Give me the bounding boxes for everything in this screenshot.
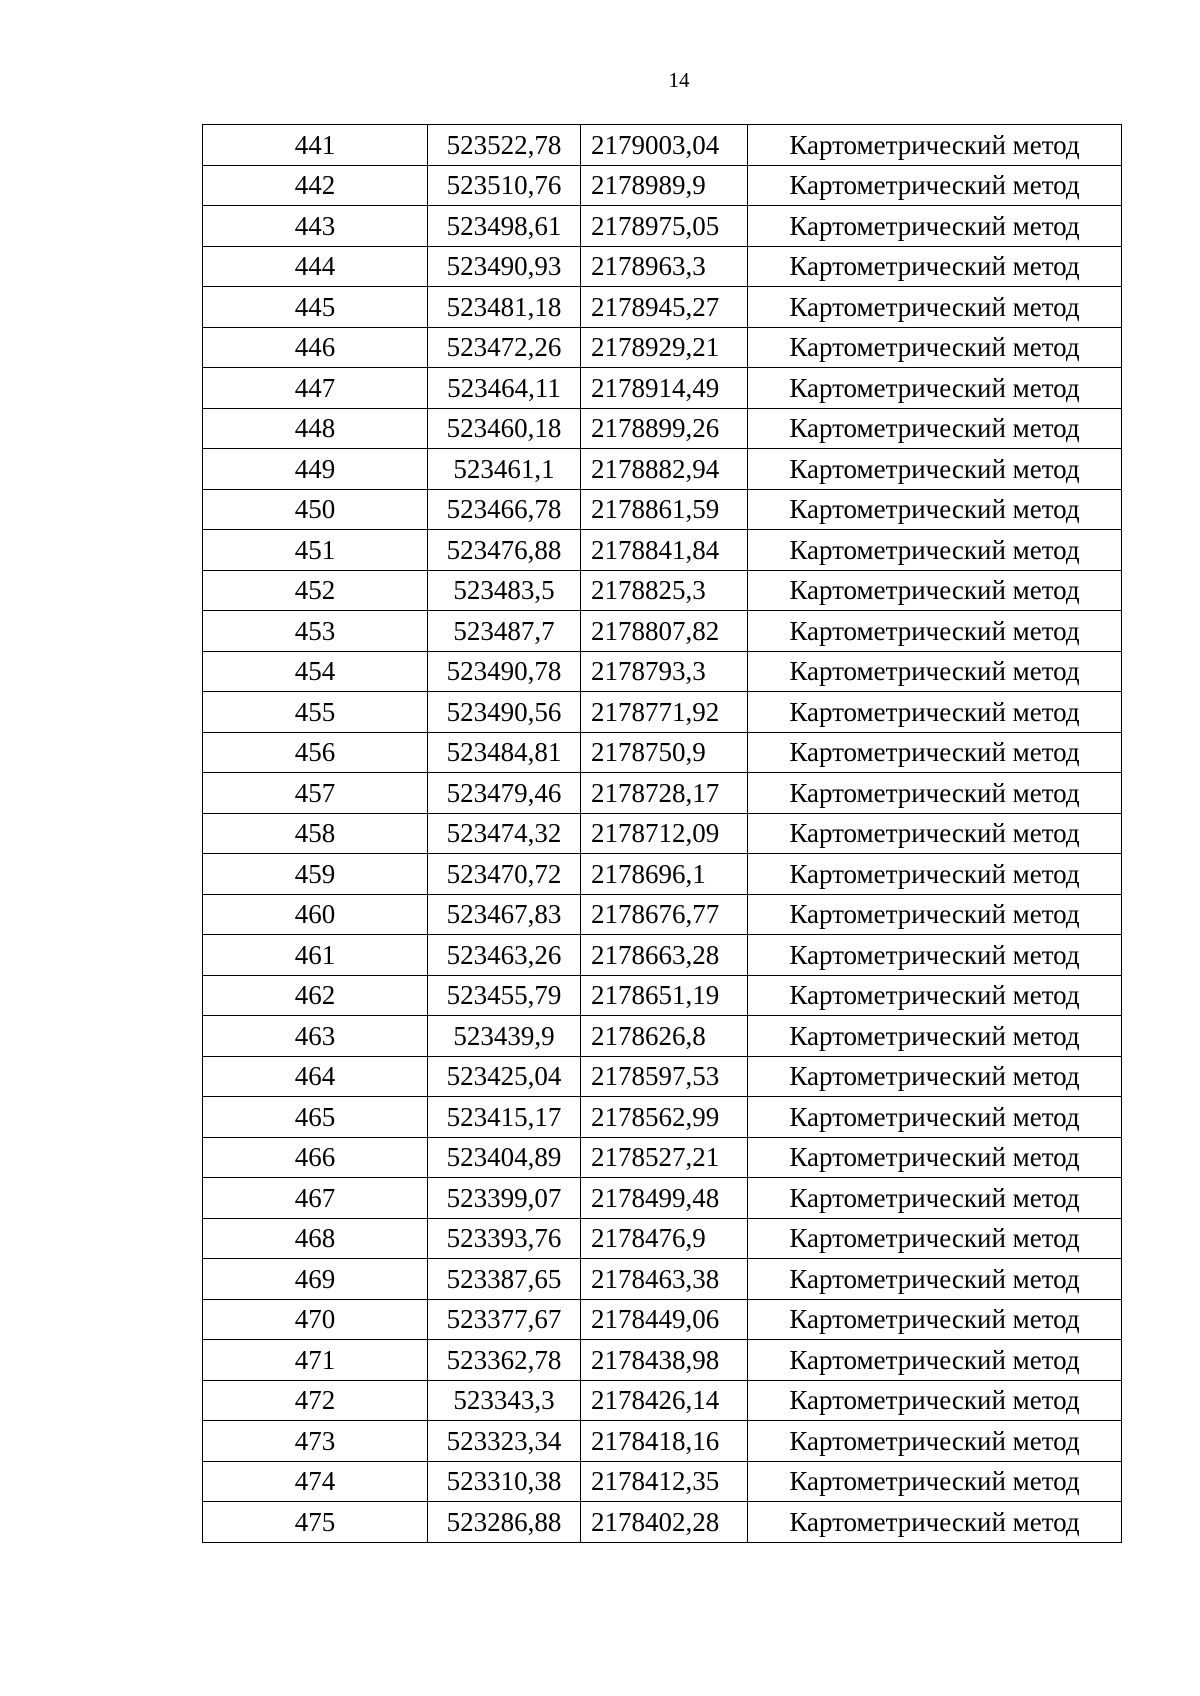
y-coordinate-cell: 2178463,38 <box>581 1259 748 1300</box>
x-coordinate-cell: 523461,1 <box>428 449 581 490</box>
y-coordinate-cell: 2178527,21 <box>581 1137 748 1178</box>
y-coordinate-cell: 2178899,26 <box>581 408 748 449</box>
x-coordinate-cell: 523464,11 <box>428 368 581 409</box>
table-row <box>203 327 1122 368</box>
method-cell: Картометрический метод <box>748 246 1122 287</box>
point-number-cell: 468 <box>203 1218 428 1259</box>
y-coordinate-cell: 2178728,17 <box>581 773 748 814</box>
method-cell: Картометрический метод <box>748 165 1122 206</box>
x-coordinate-cell: 523490,78 <box>428 651 581 692</box>
table-row <box>203 1097 1122 1138</box>
y-coordinate-cell: 2178914,49 <box>581 368 748 409</box>
x-coordinate-cell: 523474,32 <box>428 813 581 854</box>
point-number-cell: 472 <box>203 1380 428 1421</box>
method-cell: Картометрический метод <box>748 1461 1122 1502</box>
y-coordinate-cell: 2179003,04 <box>581 125 748 166</box>
method-cell: Картометрический метод <box>748 449 1122 490</box>
method-cell: Картометрический метод <box>748 773 1122 814</box>
x-coordinate-cell: 523487,7 <box>428 611 581 652</box>
y-coordinate-cell: 2178663,28 <box>581 935 748 976</box>
method-cell: Картометрический метод <box>748 1016 1122 1057</box>
table-row <box>203 287 1122 328</box>
point-number-cell: 473 <box>203 1421 428 1462</box>
x-coordinate-cell: 523387,65 <box>428 1259 581 1300</box>
x-coordinate-cell: 523476,88 <box>428 530 581 571</box>
point-number-cell: 470 <box>203 1299 428 1340</box>
point-number-cell: 452 <box>203 570 428 611</box>
y-coordinate-cell: 2178597,53 <box>581 1056 748 1097</box>
table-row <box>203 1259 1122 1300</box>
x-coordinate-cell: 523490,93 <box>428 246 581 287</box>
table-row <box>203 611 1122 652</box>
y-coordinate-cell: 2178651,19 <box>581 975 748 1016</box>
method-cell: Картометрический метод <box>748 611 1122 652</box>
point-number-cell: 441 <box>203 125 428 166</box>
method-cell: Картометрический метод <box>748 1421 1122 1462</box>
point-number-cell: 448 <box>203 408 428 449</box>
method-cell: Картометрический метод <box>748 408 1122 449</box>
table-row <box>203 813 1122 854</box>
y-coordinate-cell: 2178712,09 <box>581 813 748 854</box>
point-number-cell: 455 <box>203 692 428 733</box>
table-row <box>203 935 1122 976</box>
x-coordinate-cell: 523490,56 <box>428 692 581 733</box>
x-coordinate-cell: 523415,17 <box>428 1097 581 1138</box>
point-number-cell: 462 <box>203 975 428 1016</box>
y-coordinate-cell: 2178626,8 <box>581 1016 748 1057</box>
x-coordinate-cell: 523425,04 <box>428 1056 581 1097</box>
point-number-cell: 442 <box>203 165 428 206</box>
method-cell: Картометрический метод <box>748 1502 1122 1543</box>
method-cell: Картометрический метод <box>748 732 1122 773</box>
y-coordinate-cell: 2178438,98 <box>581 1340 748 1381</box>
x-coordinate-cell: 523323,34 <box>428 1421 581 1462</box>
page-number: 14 <box>668 68 690 92</box>
x-coordinate-cell: 523483,5 <box>428 570 581 611</box>
point-number-cell: 451 <box>203 530 428 571</box>
table-row <box>203 1056 1122 1097</box>
x-coordinate-cell: 523470,72 <box>428 854 581 895</box>
method-cell: Картометрический метод <box>748 692 1122 733</box>
point-number-cell: 458 <box>203 813 428 854</box>
y-coordinate-cell: 2178402,28 <box>581 1502 748 1543</box>
method-cell: Картометрический метод <box>748 1340 1122 1381</box>
x-coordinate-cell: 523404,89 <box>428 1137 581 1178</box>
table-row <box>203 165 1122 206</box>
y-coordinate-cell: 2178793,3 <box>581 651 748 692</box>
table-row <box>203 368 1122 409</box>
x-coordinate-cell: 523481,18 <box>428 287 581 328</box>
point-number-cell: 450 <box>203 489 428 530</box>
table-row <box>203 1218 1122 1259</box>
point-number-cell: 459 <box>203 854 428 895</box>
table-row <box>203 651 1122 692</box>
method-cell: Картометрический метод <box>748 651 1122 692</box>
method-cell: Картометрический метод <box>748 894 1122 935</box>
y-coordinate-cell: 2178841,84 <box>581 530 748 571</box>
point-number-cell: 449 <box>203 449 428 490</box>
table-row <box>203 1299 1122 1340</box>
point-number-cell: 444 <box>203 246 428 287</box>
table-row <box>203 489 1122 530</box>
y-coordinate-cell: 2178975,05 <box>581 206 748 247</box>
x-coordinate-cell: 523286,88 <box>428 1502 581 1543</box>
table-row <box>203 1421 1122 1462</box>
y-coordinate-cell: 2178807,82 <box>581 611 748 652</box>
table-row <box>203 732 1122 773</box>
x-coordinate-cell: 523484,81 <box>428 732 581 773</box>
table-row <box>203 449 1122 490</box>
point-number-cell: 453 <box>203 611 428 652</box>
y-coordinate-cell: 2178861,59 <box>581 489 748 530</box>
method-cell: Картометрический метод <box>748 1178 1122 1219</box>
coordinates-table <box>202 124 1122 1543</box>
method-cell: Картометрический метод <box>748 570 1122 611</box>
x-coordinate-cell: 523472,26 <box>428 327 581 368</box>
x-coordinate-cell: 523466,78 <box>428 489 581 530</box>
method-cell: Картометрический метод <box>748 1137 1122 1178</box>
x-coordinate-cell: 523343,3 <box>428 1380 581 1421</box>
method-cell: Картометрический метод <box>748 813 1122 854</box>
table-row <box>203 1461 1122 1502</box>
table-row <box>203 1137 1122 1178</box>
point-number-cell: 460 <box>203 894 428 935</box>
y-coordinate-cell: 2178882,94 <box>581 449 748 490</box>
x-coordinate-cell: 523399,07 <box>428 1178 581 1219</box>
table-row <box>203 570 1122 611</box>
point-number-cell: 471 <box>203 1340 428 1381</box>
coordinates-table-body <box>203 125 1122 1543</box>
method-cell: Картометрический метод <box>748 1097 1122 1138</box>
y-coordinate-cell: 2178449,06 <box>581 1299 748 1340</box>
point-number-cell: 466 <box>203 1137 428 1178</box>
method-cell: Картометрический метод <box>748 489 1122 530</box>
method-cell: Картометрический метод <box>748 206 1122 247</box>
point-number-cell: 469 <box>203 1259 428 1300</box>
method-cell: Картометрический метод <box>748 935 1122 976</box>
point-number-cell: 465 <box>203 1097 428 1138</box>
point-number-cell: 474 <box>203 1461 428 1502</box>
table-row <box>203 1380 1122 1421</box>
y-coordinate-cell: 2178771,92 <box>581 692 748 733</box>
point-number-cell: 475 <box>203 1502 428 1543</box>
x-coordinate-cell: 523460,18 <box>428 408 581 449</box>
method-cell: Картометрический метод <box>748 530 1122 571</box>
x-coordinate-cell: 523310,38 <box>428 1461 581 1502</box>
y-coordinate-cell: 2178929,21 <box>581 327 748 368</box>
table-row <box>203 975 1122 1016</box>
point-number-cell: 447 <box>203 368 428 409</box>
y-coordinate-cell: 2178499,48 <box>581 1178 748 1219</box>
method-cell: Картометрический метод <box>748 1259 1122 1300</box>
y-coordinate-cell: 2178562,99 <box>581 1097 748 1138</box>
point-number-cell: 457 <box>203 773 428 814</box>
point-number-cell: 445 <box>203 287 428 328</box>
point-number-cell: 446 <box>203 327 428 368</box>
y-coordinate-cell: 2178825,3 <box>581 570 748 611</box>
x-coordinate-cell: 523439,9 <box>428 1016 581 1057</box>
method-cell: Картометрический метод <box>748 125 1122 166</box>
method-cell: Картометрический метод <box>748 1056 1122 1097</box>
method-cell: Картометрический метод <box>748 854 1122 895</box>
x-coordinate-cell: 523455,79 <box>428 975 581 1016</box>
table-row <box>203 1178 1122 1219</box>
x-coordinate-cell: 523498,61 <box>428 206 581 247</box>
method-cell: Картометрический метод <box>748 975 1122 1016</box>
table-row <box>203 1340 1122 1381</box>
y-coordinate-cell: 2178945,27 <box>581 287 748 328</box>
x-coordinate-cell: 523510,76 <box>428 165 581 206</box>
y-coordinate-cell: 2178963,3 <box>581 246 748 287</box>
y-coordinate-cell: 2178696,1 <box>581 854 748 895</box>
y-coordinate-cell: 2178676,77 <box>581 894 748 935</box>
y-coordinate-cell: 2178476,9 <box>581 1218 748 1259</box>
y-coordinate-cell: 2178989,9 <box>581 165 748 206</box>
table-row <box>203 692 1122 733</box>
table-row <box>203 530 1122 571</box>
table-row <box>203 894 1122 935</box>
method-cell: Картометрический метод <box>748 287 1122 328</box>
point-number-cell: 454 <box>203 651 428 692</box>
x-coordinate-cell: 523467,83 <box>428 894 581 935</box>
method-cell: Картометрический метод <box>748 1218 1122 1259</box>
x-coordinate-cell: 523393,76 <box>428 1218 581 1259</box>
point-number-cell: 463 <box>203 1016 428 1057</box>
table-row <box>203 408 1122 449</box>
table-row <box>203 773 1122 814</box>
y-coordinate-cell: 2178418,16 <box>581 1421 748 1462</box>
table-row <box>203 206 1122 247</box>
method-cell: Картометрический метод <box>748 1380 1122 1421</box>
point-number-cell: 461 <box>203 935 428 976</box>
x-coordinate-cell: 523362,78 <box>428 1340 581 1381</box>
method-cell: Картометрический метод <box>748 1299 1122 1340</box>
y-coordinate-cell: 2178426,14 <box>581 1380 748 1421</box>
method-cell: Картометрический метод <box>748 368 1122 409</box>
y-coordinate-cell: 2178412,35 <box>581 1461 748 1502</box>
y-coordinate-cell: 2178750,9 <box>581 732 748 773</box>
table-row <box>203 1016 1122 1057</box>
x-coordinate-cell: 523479,46 <box>428 773 581 814</box>
point-number-cell: 456 <box>203 732 428 773</box>
x-coordinate-cell: 523377,67 <box>428 1299 581 1340</box>
table-row <box>203 125 1122 166</box>
x-coordinate-cell: 523463,26 <box>428 935 581 976</box>
point-number-cell: 467 <box>203 1178 428 1219</box>
table-row <box>203 854 1122 895</box>
table-row <box>203 246 1122 287</box>
x-coordinate-cell: 523522,78 <box>428 125 581 166</box>
table-row <box>203 1502 1122 1543</box>
method-cell: Картометрический метод <box>748 327 1122 368</box>
point-number-cell: 443 <box>203 206 428 247</box>
point-number-cell: 464 <box>203 1056 428 1097</box>
